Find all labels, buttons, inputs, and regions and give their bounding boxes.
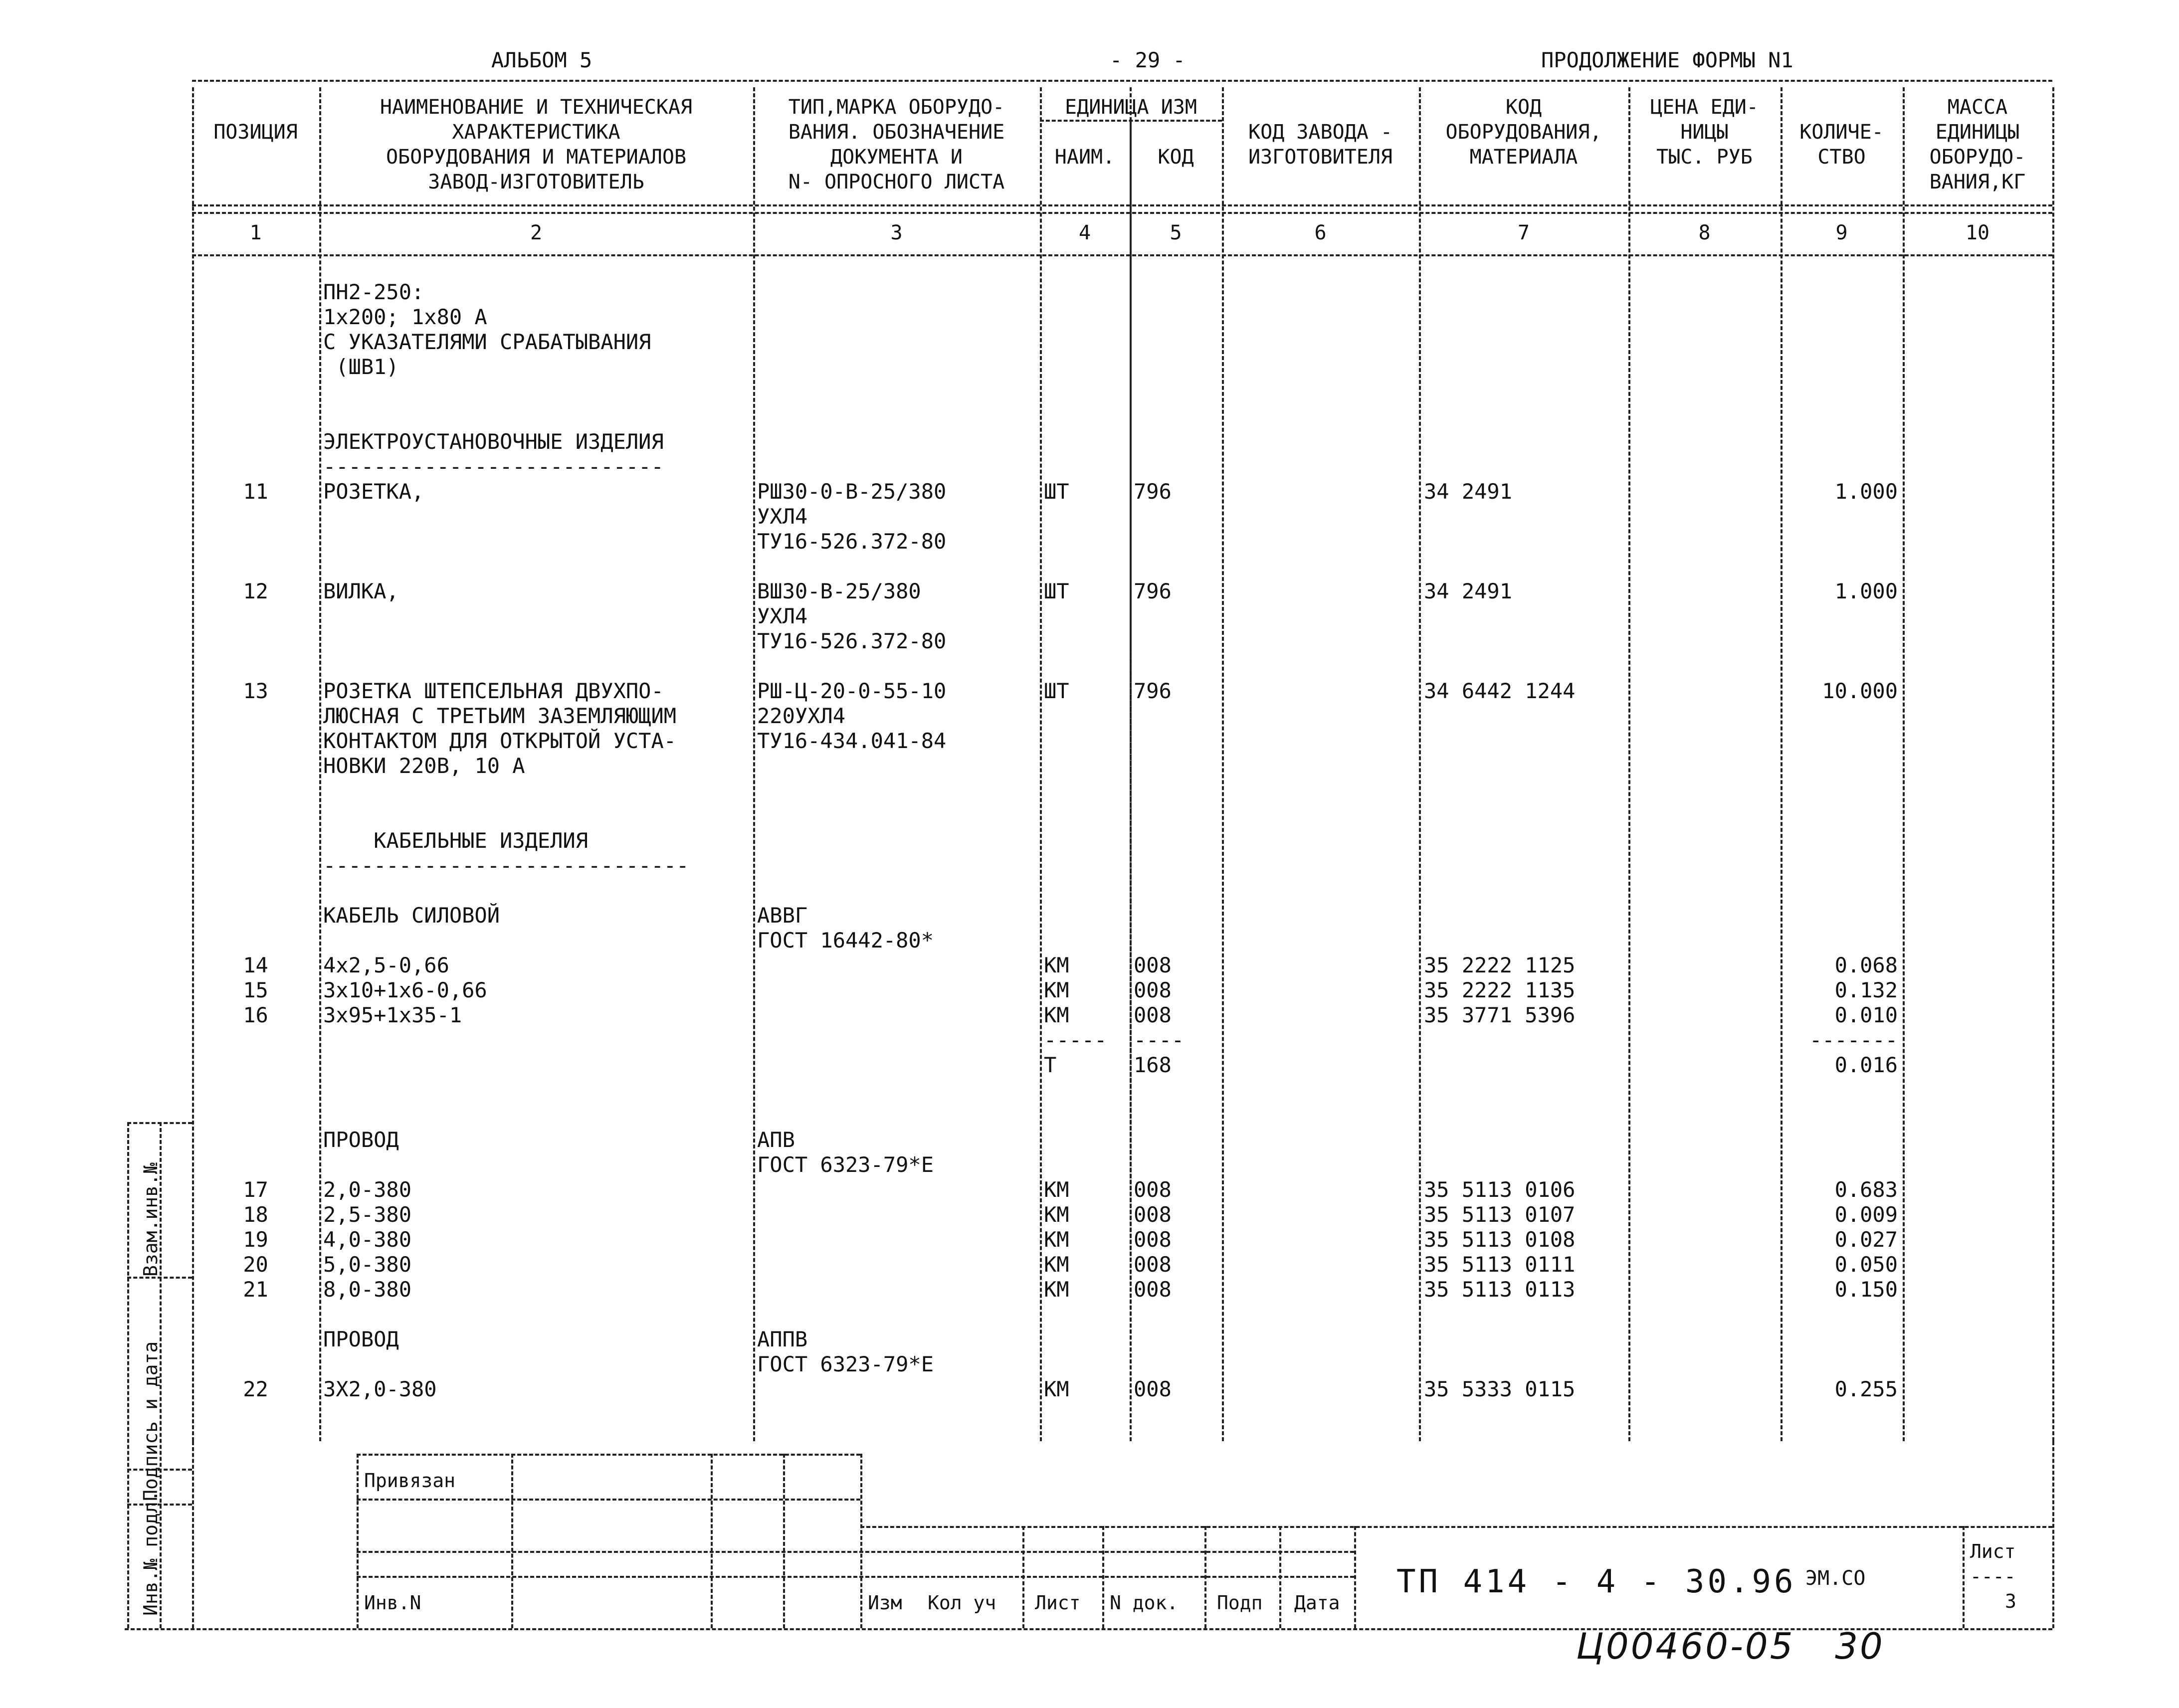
row-unit: КМ bbox=[1044, 1227, 1069, 1252]
grid-vline bbox=[192, 1441, 194, 1628]
row-material-code: 35 5113 0106 bbox=[1424, 1177, 1576, 1202]
column-number: 3 bbox=[890, 221, 903, 244]
stamp-main-top bbox=[860, 1526, 2052, 1528]
row-type: УХЛ4 bbox=[757, 604, 808, 628]
stamp-vline bbox=[357, 1454, 359, 1628]
header-type-line: ДОКУМЕНТА И bbox=[830, 146, 963, 169]
side-label-replacement-inv: Взам.инв.№ bbox=[140, 1162, 162, 1277]
row-quantity: 0.027 bbox=[1834, 1227, 1898, 1252]
row-name: 3х95+1х35-1 bbox=[323, 1003, 462, 1027]
stamp-vline bbox=[511, 1454, 513, 1628]
header-factory-code-line: КОД ЗАВОДА - bbox=[1248, 121, 1392, 144]
strip-top bbox=[127, 1122, 192, 1124]
row-name: 4,0-380 bbox=[323, 1227, 412, 1252]
grid-vline bbox=[1040, 87, 1042, 1441]
row-unit: ШТ bbox=[1044, 479, 1069, 504]
header-mass-line: ЕДИНИЦЫ bbox=[1935, 121, 2020, 144]
row-quantity: 0.010 bbox=[1834, 1003, 1898, 1027]
row-type: АППВ bbox=[757, 1327, 808, 1351]
album-label: АЛЬБОМ 5 bbox=[491, 48, 593, 72]
row-unit-code: 008 bbox=[1134, 1177, 1172, 1202]
row-position: 19 bbox=[243, 1227, 268, 1252]
row-position: 13 bbox=[243, 679, 268, 703]
row-material-code: 34 2491 bbox=[1424, 479, 1513, 504]
header-price-line: ЦЕНА ЕДИ- bbox=[1650, 96, 1759, 119]
row-position: 21 bbox=[243, 1277, 268, 1302]
stamp-inv-label: Инв.N bbox=[364, 1592, 421, 1614]
column-number: 10 bbox=[1965, 221, 1990, 244]
row-position: 20 bbox=[243, 1252, 268, 1277]
row-material-code: 35 2222 1135 bbox=[1424, 978, 1576, 1002]
row-material-code: 35 2222 1125 bbox=[1424, 953, 1576, 977]
stamp-izm-label: Изм bbox=[868, 1592, 902, 1614]
header-quantity-line: КОЛИЧЕ- bbox=[1799, 121, 1884, 144]
header-bottom bbox=[192, 204, 2052, 206]
row-name: (ШВ1) bbox=[323, 355, 399, 379]
continuation-title: ПРОДОЛЖЕНИЕ ФОРМЫ N1 bbox=[1541, 48, 1793, 72]
row-type: АПВ bbox=[757, 1128, 795, 1152]
column-number: 9 bbox=[1835, 221, 1848, 244]
header-double bbox=[192, 212, 2052, 214]
row-name: ЭЛЕКТРОУСТАНОВОЧНЫЕ ИЗДЕЛИЯ bbox=[323, 429, 664, 454]
row-unit-code: 008 bbox=[1134, 1202, 1172, 1227]
row-name: 1х200; 1х80 А bbox=[323, 305, 487, 329]
row-name: 4х2,5-0,66 bbox=[323, 953, 449, 977]
header-mass-line: ВАНИЯ,КГ bbox=[1929, 171, 2026, 193]
row-unit-code: 796 bbox=[1134, 679, 1172, 703]
grid-vline bbox=[192, 87, 194, 1441]
grid-vline bbox=[1419, 87, 1421, 1441]
header-quantity-line: СТВО bbox=[1817, 146, 1866, 169]
row-type: АВВГ bbox=[757, 903, 808, 928]
stamp-vline bbox=[1354, 1526, 1356, 1628]
stamp-vline bbox=[1204, 1526, 1206, 1628]
numbers-bottom bbox=[192, 254, 2052, 256]
row-unit: КМ bbox=[1044, 1003, 1069, 1027]
strip-split bbox=[127, 1277, 192, 1279]
grid-vline bbox=[2052, 87, 2054, 1441]
header-factory-code-line: ИЗГОТОВИТЕЛЯ bbox=[1248, 146, 1392, 169]
row-name: ПРОВОД bbox=[323, 1128, 399, 1152]
row-type: ГОСТ 6323-79*Е bbox=[757, 1152, 934, 1177]
row-name: ПРОВОД bbox=[323, 1327, 399, 1351]
row-unit-code: 008 bbox=[1134, 1227, 1172, 1252]
row-unit-code: 008 bbox=[1134, 953, 1172, 977]
row-name: ЛЮСНАЯ С ТРЕТЬИМ ЗАЗЕМЛЯЮЩИМ bbox=[323, 704, 677, 728]
page-number: - 29 - bbox=[1110, 48, 1186, 72]
row-quantity: 1.000 bbox=[1834, 579, 1898, 603]
row-unit: КМ bbox=[1044, 978, 1069, 1002]
row-unit-code: 008 bbox=[1134, 1252, 1172, 1277]
row-material-code: 35 5113 0113 bbox=[1424, 1277, 1576, 1302]
header-material-code-line: ОБОРУДОВАНИЯ, bbox=[1445, 121, 1602, 144]
row-unit: КМ bbox=[1044, 1252, 1069, 1277]
header-type-line: ТИП,МАРКА ОБОРУДО- bbox=[788, 96, 1005, 119]
row-type: РШ-Ц-20-0-55-10 bbox=[757, 679, 947, 703]
row-quantity: 0.050 bbox=[1834, 1252, 1898, 1277]
row-type: ГОСТ 16442-80* bbox=[757, 928, 934, 952]
row-quantity: 1.000 bbox=[1834, 479, 1898, 504]
stamp-bound-label: Привязан bbox=[364, 1470, 456, 1492]
row-name: КОНТАКТОМ ДЛЯ ОТКРЫТОЙ УСТА- bbox=[323, 729, 677, 753]
stamp-podp-label: Подп bbox=[1217, 1592, 1263, 1614]
row-material-code: 35 5113 0108 bbox=[1424, 1227, 1576, 1252]
header-position-line: ПОЗИЦИЯ bbox=[213, 121, 298, 144]
row-name: ПН2-250: bbox=[323, 280, 424, 304]
stamp-list-label: Лист bbox=[1035, 1592, 1081, 1614]
stamp-vline bbox=[1963, 1526, 1965, 1628]
row-unit-code: 796 bbox=[1134, 479, 1172, 504]
row-name: --------------------------- bbox=[323, 454, 664, 479]
column-number: 1 bbox=[249, 221, 262, 244]
row-unit: Т bbox=[1044, 1053, 1057, 1077]
row-material-code: 34 2491 bbox=[1424, 579, 1513, 603]
row-type: ТУ16-526.372-80 bbox=[757, 529, 947, 554]
handwritten-archive-number: Ц00460-05 30 bbox=[1576, 1625, 1885, 1667]
row-type: РШ30-0-В-25/380 bbox=[757, 479, 947, 504]
header-mass-line: ОБОРУДО- bbox=[1929, 146, 2026, 169]
row-position: 14 bbox=[243, 953, 268, 977]
grid-vline bbox=[1903, 87, 1905, 1441]
row-position: 18 bbox=[243, 1202, 268, 1227]
header-material-code-line: МАТЕРИАЛА bbox=[1469, 146, 1578, 169]
row-position: 17 bbox=[243, 1177, 268, 1202]
stamp-vline bbox=[860, 1454, 862, 1628]
column-number: 2 bbox=[530, 221, 543, 244]
row-type: ВШ30-В-25/380 bbox=[757, 579, 921, 603]
row-quantity: 0.683 bbox=[1834, 1177, 1898, 1202]
row-type: ТУ16-526.372-80 bbox=[757, 629, 947, 653]
header-name-line: ЗАВОД-ИЗГОТОВИТЕЛЬ bbox=[428, 171, 644, 193]
stamp-vline bbox=[711, 1454, 713, 1628]
stamp-vline bbox=[1279, 1526, 1281, 1628]
row-name: НОВКИ 220В, 10 А bbox=[323, 754, 525, 778]
row-position: 12 bbox=[243, 579, 268, 603]
row-position: 16 bbox=[243, 1003, 268, 1027]
row-quantity: 0.132 bbox=[1834, 978, 1898, 1002]
column-number: 7 bbox=[1517, 221, 1530, 244]
row-quantity: 0.255 bbox=[1834, 1377, 1898, 1401]
sheet-number: 3 bbox=[2005, 1590, 2016, 1612]
column-number: 8 bbox=[1698, 221, 1711, 244]
row-material-code: 35 3771 5396 bbox=[1424, 1003, 1576, 1027]
header-material-code-line: КОД bbox=[1505, 96, 1542, 119]
row-name: КАБЕЛЬНЫЕ ИЗДЕЛИЯ bbox=[323, 828, 589, 853]
grid-vline bbox=[2052, 1441, 2054, 1628]
row-name: РОЗЕТКА ШТЕПСЕЛЬНАЯ ДВУХПО- bbox=[323, 679, 664, 703]
header-mass-line: МАССА bbox=[1947, 96, 2008, 119]
header-type-line: ВАНИЯ. ОБОЗНАЧЕНИЕ bbox=[788, 121, 1005, 144]
row-name: С УКАЗАТЕЛЯМИ СРАБАТЫВАНИЯ bbox=[323, 330, 651, 354]
column-number: 5 bbox=[1170, 221, 1182, 244]
grid-vline bbox=[1130, 120, 1132, 1441]
row-material-code: 35 5333 0115 bbox=[1424, 1377, 1576, 1401]
row-name: 8,0-380 bbox=[323, 1277, 412, 1302]
grid-vline bbox=[1628, 87, 1630, 1441]
row-type: 220УХЛ4 bbox=[757, 704, 846, 728]
header-type-line: N- ОПРОСНОГО ЛИСТА bbox=[788, 171, 1005, 193]
header-name-line: ОБОРУДОВАНИЯ И МАТЕРИАЛОВ bbox=[386, 146, 687, 169]
stamp-data-label: Дата bbox=[1294, 1592, 1340, 1614]
row-quantity: 0.068 bbox=[1834, 953, 1898, 977]
header-unit-name: НАИМ. bbox=[1054, 146, 1115, 169]
row-position: 22 bbox=[243, 1377, 268, 1401]
row-unit-code: ---- bbox=[1134, 1028, 1185, 1052]
row-type: ГОСТ 6323-79*Е bbox=[757, 1352, 934, 1376]
row-unit: ----- bbox=[1044, 1028, 1107, 1052]
row-type: УХЛ4 bbox=[757, 504, 808, 529]
row-type: ТУ16-434.041-84 bbox=[757, 729, 947, 753]
stamp-ndok-label: N док. bbox=[1110, 1592, 1179, 1614]
column-number: 4 bbox=[1078, 221, 1091, 244]
row-unit: ШТ bbox=[1044, 679, 1069, 703]
sheet-label: Лист bbox=[1970, 1540, 2016, 1562]
side-label-signature-date: Подпись и дата bbox=[140, 1341, 162, 1501]
row-position: 11 bbox=[243, 479, 268, 504]
grid-vline bbox=[319, 87, 321, 1441]
row-material-code: 35 5113 0107 bbox=[1424, 1202, 1576, 1227]
row-unit-code: 796 bbox=[1134, 579, 1172, 603]
row-unit-code: 008 bbox=[1134, 1003, 1172, 1027]
row-unit: КМ bbox=[1044, 1177, 1069, 1202]
stamp-kol-label: Кол уч bbox=[928, 1592, 996, 1614]
stamp-vline bbox=[783, 1454, 785, 1628]
row-position: 15 bbox=[243, 978, 268, 1002]
row-name: КАБЕЛЬ СИЛОВОЙ bbox=[323, 903, 500, 928]
header-name-line: ХАРАКТЕРИСТИКА bbox=[452, 121, 620, 144]
header-unit-code: КОД bbox=[1158, 146, 1194, 169]
row-name: РОЗЕТКА, bbox=[323, 479, 424, 504]
row-quantity: 10.000 bbox=[1822, 679, 1898, 703]
row-unit: КМ bbox=[1044, 1277, 1069, 1302]
grid-vline bbox=[753, 87, 755, 1441]
header-unit-title: ЕДИНИЦА ИЗМ bbox=[1065, 96, 1197, 119]
stamp-vline bbox=[1102, 1526, 1104, 1628]
grid-vline bbox=[1222, 87, 1224, 1441]
side-label-inv-podl: Инв.№ подл. bbox=[140, 1490, 162, 1616]
header-name-line: НАИМЕНОВАНИЕ И ТЕХНИЧЕСКАЯ bbox=[380, 96, 693, 119]
document-code: ТП 414 - 4 - 30.96 bbox=[1396, 1563, 1796, 1600]
row-unit: КМ bbox=[1044, 953, 1069, 977]
stamp-vline bbox=[1022, 1526, 1024, 1628]
row-quantity: ------- bbox=[1809, 1028, 1898, 1052]
row-quantity: 0.016 bbox=[1834, 1053, 1898, 1077]
strip-left bbox=[127, 1122, 129, 1628]
row-quantity: 0.009 bbox=[1834, 1202, 1898, 1227]
row-unit: ШТ bbox=[1044, 579, 1069, 603]
row-unit-code: 008 bbox=[1134, 1277, 1172, 1302]
header-price-line: НИЦЫ bbox=[1680, 121, 1729, 144]
row-name: 2,0-380 bbox=[323, 1177, 412, 1202]
row-name: ----------------------------- bbox=[323, 853, 689, 878]
row-material-code: 35 5113 0111 bbox=[1424, 1252, 1576, 1277]
row-name: 3х10+1х6-0,66 bbox=[323, 978, 487, 1002]
row-unit: КМ bbox=[1044, 1202, 1069, 1227]
column-number: 6 bbox=[1314, 221, 1327, 244]
row-quantity: 0.150 bbox=[1834, 1277, 1898, 1302]
sheet-separator: ---- bbox=[1970, 1565, 2016, 1587]
row-material-code: 34 6442 1244 bbox=[1424, 679, 1576, 703]
row-name: ВИЛКА, bbox=[323, 579, 399, 603]
row-name: 5,0-380 bbox=[323, 1252, 412, 1277]
row-unit-code: 008 bbox=[1134, 978, 1172, 1002]
row-unit-code: 008 bbox=[1134, 1377, 1172, 1401]
top-border bbox=[192, 80, 2052, 82]
header-price-line: ТЫС. РУБ bbox=[1656, 146, 1753, 169]
row-unit: КМ bbox=[1044, 1377, 1069, 1401]
section-code: ЭМ.СО bbox=[1805, 1567, 1866, 1590]
row-unit-code: 168 bbox=[1134, 1053, 1172, 1077]
row-name: 3Х2,0-380 bbox=[323, 1377, 437, 1401]
grid-vline bbox=[1781, 87, 1783, 1441]
row-name: 2,5-380 bbox=[323, 1202, 412, 1227]
